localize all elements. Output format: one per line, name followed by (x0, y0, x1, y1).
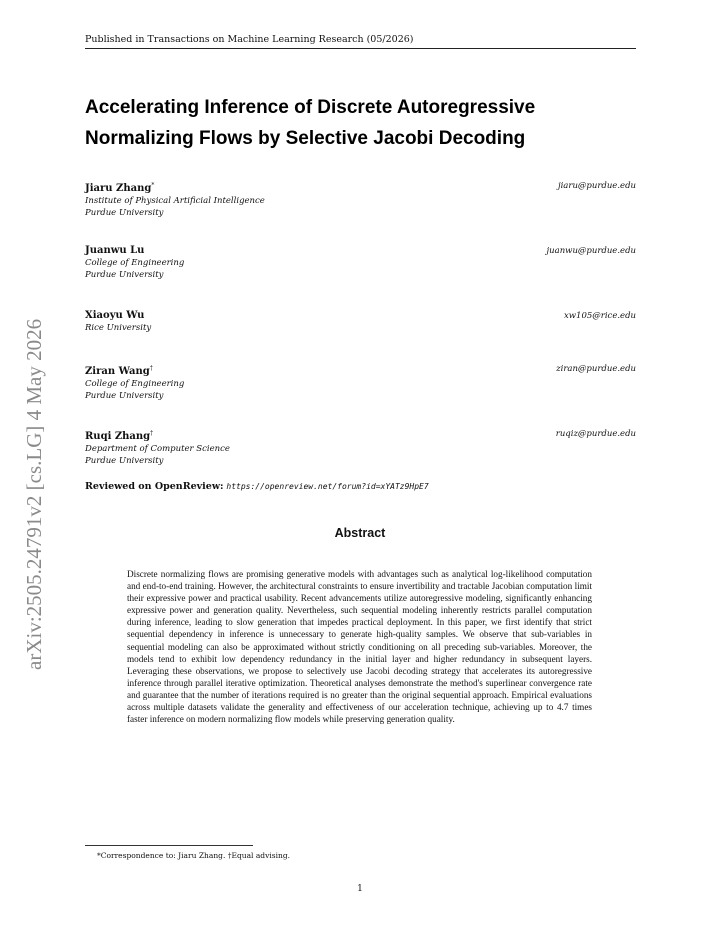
arxiv-identifier: arXiv:2505.24791v2 [cs.LG] 4 May 2026 (22, 318, 46, 670)
review-link[interactable]: https://openreview.net/forum?id=xYATz9HpE7 (226, 482, 429, 491)
paper-title: Accelerating Inference of Discrete Autoregressive Normalizing Flows by Selective Jacobi Decoding (85, 97, 536, 149)
author-affiliation: Institute of Physical Artificial Intelligence (85, 196, 265, 206)
author-name: Ruqi Zhang (85, 431, 151, 442)
author-email[interactable]: ruqiz@purdue.edu (555, 429, 636, 439)
author-name: Xiaoyu Wu (85, 310, 145, 321)
author-mark: † (150, 430, 154, 437)
author-name: Ziran Wang (85, 366, 150, 377)
abstract-heading: Abstract (334, 526, 386, 540)
author-mark: † (149, 365, 153, 372)
author-block (85, 428, 636, 467)
page-number: 1 (357, 884, 363, 894)
review-label: Reviewed on OpenReview: (85, 481, 224, 492)
footnote: *Correspondence to: Jiaru Zhang. †Equal advising. (97, 851, 291, 860)
author-email[interactable]: xw105@rice.edu (563, 311, 636, 321)
author-affiliation: Purdue University (85, 456, 164, 466)
author-name: Jiaru Zhang (85, 183, 152, 194)
footnote-rule (85, 845, 253, 846)
author-block (85, 180, 636, 219)
author-block (85, 245, 636, 281)
author-affiliation: Purdue University (85, 270, 164, 280)
author-affiliation: College of Engineering (85, 379, 185, 389)
author-affiliation: College of Engineering (85, 258, 185, 268)
author-block (85, 310, 636, 334)
author-email[interactable]: jiaru@purdue.edu (557, 181, 636, 191)
author-affiliation: Purdue University (85, 391, 164, 401)
author-email[interactable]: juanwu@purdue.edu (546, 246, 636, 256)
author-affiliation: Department of Computer Science (85, 444, 230, 454)
author-name: Juanwu Lu (85, 245, 145, 256)
review-line (85, 481, 429, 492)
running-header: Published in Transactions on Machine Learning Research (05/2026) (85, 34, 636, 49)
author-email[interactable]: ziran@purdue.edu (556, 364, 636, 374)
author-mark: * (151, 182, 155, 189)
author-block (85, 363, 636, 402)
abstract-text: Discrete normalizing flows are promising generative models with advantages such as analytical log-likelihood computation and end-to-end training. However, the architectural constraints to ensure invertibility and tractable Jacobian computation limit their expressive power and practical usability. Recent advancements utilize autoregressive modeling, significantly enhancing expressive power and generation quality. Nevertheless, such sequential modeling inherently restricts parallel computation during inference, leading to slow generation that impedes practical deployment. In this paper, we first identify that strict sequential dependency in inference is unnecessary to generate high-quality samples. We observe that sub-variables in sequential modeling can also be approximated without strictly conditioning on all preceding sub-variables. Moreover, the models tend to exhibit low dependency redundancy in the initial layer and higher redundancy in subsequent layers. Leveraging these observations, we propose to selectively use Jacobi decoding strategy that accelerates its autoregressive inference through parallel iterative optimization. Theoretical analyses demonstrate the method's superlinear convergence rate and guarantee that the number of iterations required is no greater than the original sequential approach. Empirical evaluations across multiple datasets validate the generality and effectiveness of our acceleration technique, achieving up to 4.7 times faster inference on modern normalizing flow models while preserving generation quality. (127, 569, 592, 725)
author-affiliation: Purdue University (85, 208, 164, 218)
author-affiliation: Rice University (85, 323, 152, 333)
